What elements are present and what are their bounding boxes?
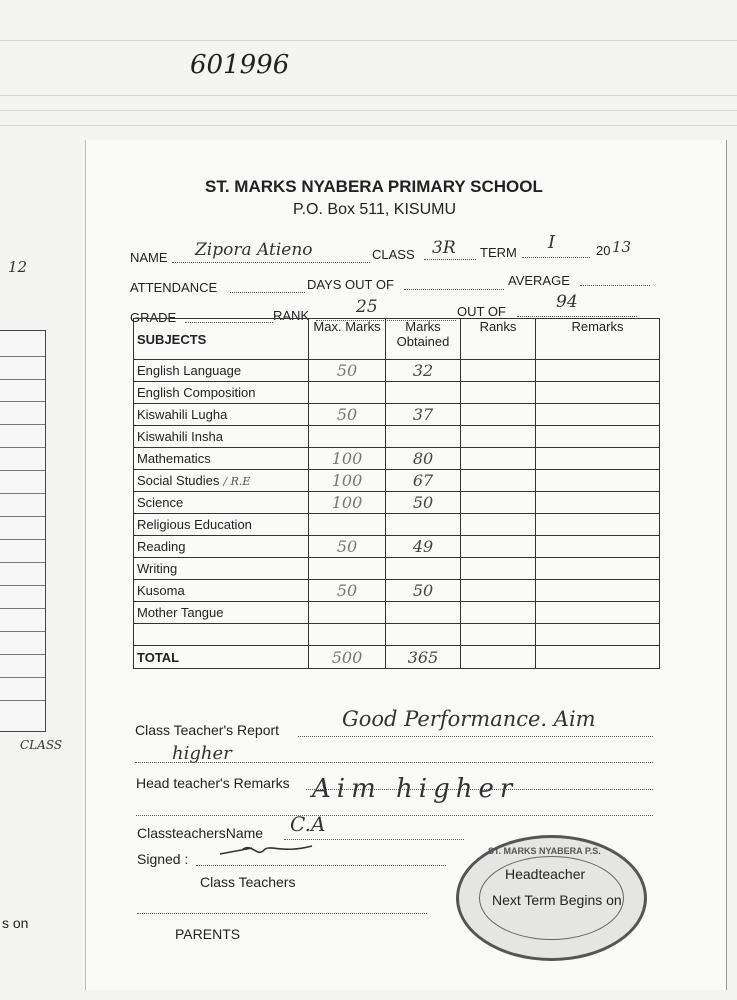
left-fragment-s-on: s on xyxy=(2,915,29,931)
marks-obtained-cell xyxy=(386,514,461,536)
table-row xyxy=(134,360,660,382)
marks-obtained-cell: 67 xyxy=(386,470,461,492)
remarks-cell xyxy=(536,514,660,536)
rank-cell xyxy=(461,382,536,404)
max-marks-cell: 50 xyxy=(309,360,386,382)
max-marks-cell: 100 xyxy=(309,448,386,470)
total-rank xyxy=(461,646,536,669)
remarks-cell xyxy=(536,492,660,514)
term-label: TERM xyxy=(480,245,517,260)
header-ranks: Ranks xyxy=(461,319,536,360)
term-value: I xyxy=(548,232,556,253)
left-sheet-table xyxy=(0,330,46,732)
max-marks-cell xyxy=(309,382,386,404)
stamp-next-term-label: Next Term Begins on xyxy=(492,892,622,908)
subject-cell: English Language xyxy=(134,360,309,382)
rank-cell xyxy=(461,624,536,646)
school-address: P.O. Box 511, KISUMU xyxy=(293,201,457,218)
out-of-value: 94 xyxy=(556,292,578,312)
marks-obtained-cell: 80 xyxy=(386,448,461,470)
marks-obtained-cell xyxy=(386,426,461,448)
marks-obtained-cell xyxy=(386,624,461,646)
table-row xyxy=(134,624,660,646)
class-value: 3R xyxy=(432,238,456,258)
header-remarks: Remarks xyxy=(536,319,660,360)
table-row xyxy=(134,580,660,602)
total-label: TOTAL xyxy=(134,646,309,669)
max-marks-cell: 50 xyxy=(309,536,386,558)
max-marks-cell: 100 xyxy=(309,492,386,514)
remarks-cell xyxy=(536,536,660,558)
document-number: 601996 xyxy=(190,50,290,80)
remarks-cell xyxy=(536,470,660,492)
rank-cell xyxy=(461,536,536,558)
subject-cell: Mother Tangue xyxy=(134,602,309,624)
marks-obtained-cell xyxy=(386,602,461,624)
rank-cell xyxy=(461,404,536,426)
max-marks-cell: 50 xyxy=(309,580,386,602)
stamp-headteacher-label: Headteacher xyxy=(505,866,586,882)
year-value: 13 xyxy=(612,238,632,256)
header-max-marks: Max. Marks xyxy=(309,319,386,360)
left-fragment-top: 12 xyxy=(8,258,28,276)
rank-cell xyxy=(461,426,536,448)
table-row xyxy=(134,382,660,404)
subject-cell: Mathematics xyxy=(134,448,309,470)
table-row xyxy=(134,602,660,624)
subject-cell: English Composition xyxy=(134,382,309,404)
subject-cell: Kusoma xyxy=(134,580,309,602)
rank-cell xyxy=(461,602,536,624)
teacher-signature xyxy=(212,840,322,870)
rank-cell xyxy=(461,448,536,470)
table-row xyxy=(134,558,660,580)
rank-cell xyxy=(461,492,536,514)
stamp-top-text: ST. MARKS NYABERA P.S. xyxy=(488,846,601,856)
header-marks-obtained: Marks Obtained xyxy=(386,319,461,360)
total-row xyxy=(134,646,660,669)
subject-cell: Kiswahili Lugha xyxy=(134,404,309,426)
class-teacher-report-label: Class Teacher's Report xyxy=(135,722,280,738)
rank-cell xyxy=(461,514,536,536)
max-marks-cell xyxy=(309,602,386,624)
subject-cell xyxy=(134,470,309,492)
class-teachers-name-value: C.A xyxy=(290,812,326,836)
rank-value: 25 xyxy=(356,297,378,317)
header-subjects: SUBJECTS xyxy=(134,319,309,360)
subject-cell: Religious Education xyxy=(134,514,309,536)
max-marks-cell: 50 xyxy=(309,404,386,426)
class-teacher-report-text-2: higher xyxy=(172,743,232,764)
max-marks-cell xyxy=(309,514,386,536)
grade-label: GRADE xyxy=(130,310,177,325)
name-label: NAME xyxy=(130,250,168,265)
total-remarks xyxy=(536,646,660,669)
head-teacher-remarks-label: Head teacher's Remarks xyxy=(136,775,290,791)
total-max: 500 xyxy=(309,646,386,669)
school-name: ST. MARKS NYABERA PRIMARY SCHOOL xyxy=(205,177,543,196)
remarks-cell xyxy=(536,624,660,646)
rank-cell xyxy=(461,470,536,492)
marks-obtained-cell: 50 xyxy=(386,492,461,514)
table-row xyxy=(134,426,660,448)
name-value: Zipora Atieno xyxy=(195,240,313,260)
subject-cell: Reading xyxy=(134,536,309,558)
marks-table xyxy=(133,318,660,669)
class-label: CLASS xyxy=(372,247,415,262)
remarks-cell xyxy=(536,382,660,404)
remarks-cell xyxy=(536,558,660,580)
head-teacher-remarks-text: Aim higher xyxy=(312,774,519,804)
rank-cell xyxy=(461,580,536,602)
remarks-cell xyxy=(536,448,660,470)
attendance-label: ATTENDANCE xyxy=(130,280,218,295)
marks-obtained-cell: 37 xyxy=(386,404,461,426)
rank-cell xyxy=(461,360,536,382)
marks-obtained-cell xyxy=(386,382,461,404)
remarks-cell xyxy=(536,426,660,448)
marks-obtained-cell: 49 xyxy=(386,536,461,558)
subject-label: Social Studies xyxy=(137,473,220,488)
out-of-label: OUT OF xyxy=(457,304,506,319)
table-row xyxy=(134,492,660,514)
subject-cell: Kiswahili Insha xyxy=(134,426,309,448)
max-marks-cell xyxy=(309,426,386,448)
remarks-cell xyxy=(536,404,660,426)
marks-obtained-cell: 32 xyxy=(386,360,461,382)
subject-cell xyxy=(134,624,309,646)
remarks-cell xyxy=(536,360,660,382)
average-label: AVERAGE xyxy=(508,273,570,288)
rank-cell xyxy=(461,558,536,580)
subject-cell: Writing xyxy=(134,558,309,580)
parents-label: PARENTS xyxy=(175,926,241,942)
table-row xyxy=(134,404,660,426)
social-studies-note: / R.E xyxy=(223,475,251,488)
table-row xyxy=(134,514,660,536)
total-obtained: 365 xyxy=(386,646,461,669)
marks-obtained-cell xyxy=(386,558,461,580)
rank-label: RANK xyxy=(273,308,310,323)
subject-cell: Science xyxy=(134,492,309,514)
signed-label: Signed : xyxy=(137,851,189,867)
table-row xyxy=(134,470,660,492)
max-marks-cell xyxy=(309,624,386,646)
table-row xyxy=(134,448,660,470)
max-marks-cell: 100 xyxy=(309,470,386,492)
max-marks-cell xyxy=(309,558,386,580)
class-teachers-label: Class Teachers xyxy=(200,874,296,890)
class-teacher-report-text: Good Performance. Aim xyxy=(342,707,596,731)
year-prefix: 20 xyxy=(596,243,611,258)
remarks-cell xyxy=(536,580,660,602)
left-fragment-class: CLASS xyxy=(20,738,63,752)
table-row xyxy=(134,536,660,558)
marks-obtained-cell: 50 xyxy=(386,580,461,602)
days-out-of-label: DAYS OUT OF xyxy=(307,277,394,292)
remarks-cell xyxy=(536,602,660,624)
class-teachers-name-label: ClassteachersName xyxy=(137,825,264,841)
